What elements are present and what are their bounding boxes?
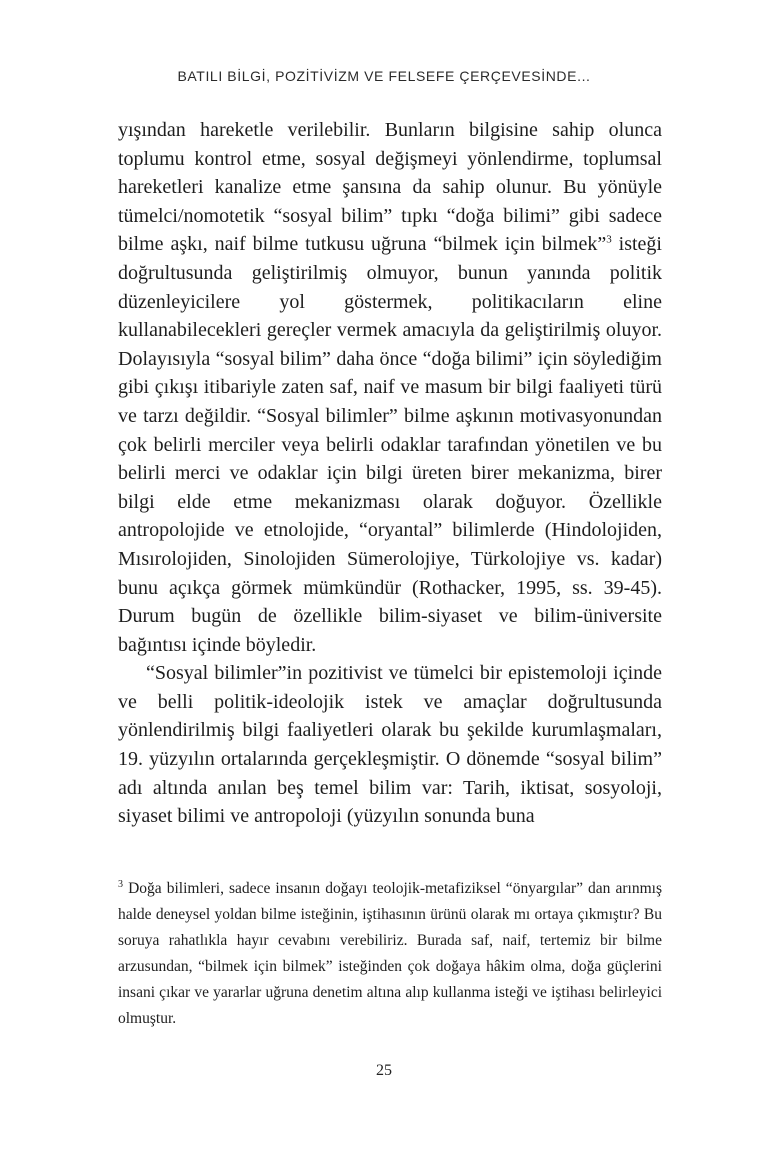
footnote — [118, 876, 662, 1032]
running-header: BATILI BİLGİ, POZİTİVİZM VE FELSEFE ÇERÇEVESİNDE... — [177, 68, 591, 84]
paragraph-1-text-b: isteği doğrultusunda geliştirilmiş olmuyor, bunun yanında politik düzenleyicilere yol göstermek, politikacıların eline kullanabilecekleri gereçler vermek amacıyla da geliştirilmiş oluyor. Dolayısıyla “sosyal bilim” daha önce “doğa bilimi” için söylediğim gibi çıkışı itibariyle zaten saf, naif ve masum bir bilgi faaliyeti türü ve tarzı değildir. “Sosyal bilimler” bilme aşkının motivasyonundan çok belirli merciler veya belirli odaklar tarafından yönetilen ve bu belirli merci ve odaklar için bilgi üreten birer mekanizma, birer bilgi elde etme mekanizması olarak doğuyor. Özellikle antropolojide ve etnolojide, “oryantal” bilimlerde (Hindolojiden, Mısırolojiden, Sinolojiden Sümerolojiye, Türkolojiye vs. kadar) bunu açıkça görmek mümkündür (Rothacker, 1995, ss. 39-45). Durum bugün de özellikle bilim-siyaset ve bilim-üniversite bağıntısı içinde böyledir. — [118, 233, 662, 656]
main-text — [118, 116, 662, 831]
footnote-text: Doğa bilimleri, sadece insanın doğayı teolojik-metafiziksel “önyargılar” dan arınmış halde deneysel yoldan bilme isteğinin, iştihasının ürünü olarak mı ortaya çıkmıştır? Bu soruya rahatlıkla hayır cevabını verebiliriz. Burada saf, naif, tertemiz bir bilme arzusundan, “bilmek için bilmek” isteğinden çok doğaya hâkim olma, doğa güçlerini insani çıkar ve yararlar uğruna denetim altına alıp kullanma isteği ve iştihası belirleyici olmuştur. — [118, 880, 662, 1027]
page-number: 25 — [376, 1062, 392, 1079]
paragraph-2: “Sosyal bilimler”in pozitivist ve tümelci bir epistemoloji içinde ve belli politik-ideolojik istek ve amaçlar doğrultusunda yönlendirilmiş bilgi faaliyetleri olarak bu şekilde kurumlaşmaları, 19. yüzyılın ortalarında gerçekleşmiştir. O dönemde “sosyal bilim” adı altında anılan beş temel bilim var: Tarih, iktisat, sosyoloji, siyaset bilimi ve antropoloji (yüzyılın sonunda buna — [118, 662, 662, 828]
footnote-reference[interactable]: 3 — [606, 233, 612, 246]
footnote-paragraph — [118, 876, 662, 1032]
paragraph-1-text-a: yışından hareketle verilebilir. Bunların bilgisine sahip olunca toplumu kontrol etme, sosyal değişmeyi yönlendirme, toplumsal hareketleri kanalize etme şansına da sahip olunur. Bu yönüyle tümelci/nomotetik “sosyal bilim” tıpkı “doğa bilimi” gibi sadece bilme aşkı, naif bilme tutkusu uğruna “bilmek için bilmek” — [118, 119, 662, 256]
footnote-number: 3 — [118, 878, 123, 890]
paragraph-1 — [118, 116, 662, 659]
